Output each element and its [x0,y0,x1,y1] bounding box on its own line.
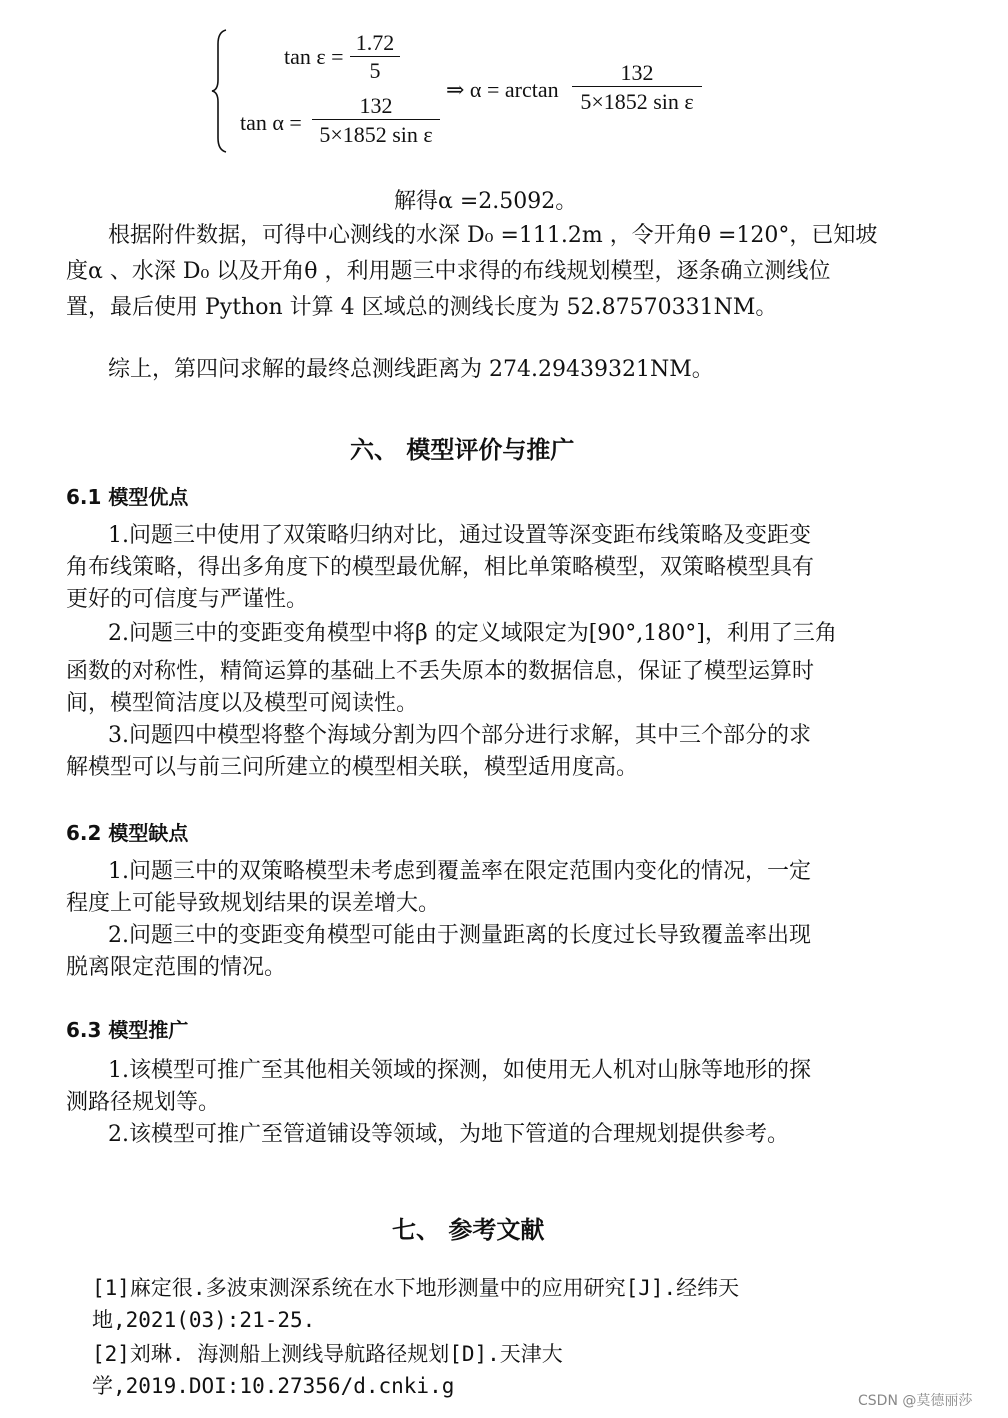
eq1-lhs: tan ε = [284,44,344,69]
rhs-fraction [572,60,702,117]
s1-item3-line2: 解模型可以与前三问所建立的模型相关联，模型适用度高。 [66,755,639,780]
solution-line: 解得α =2.5092。 [394,189,578,214]
depth-line-2: 度α 、水深 D₀ 以及开角θ ，利用题三中求得的布线规划模型，逐条确立测线位 [66,259,831,284]
implies-arctan: ⇒ α = arctan [446,77,559,102]
reference-2-line2: 学,2019.DOI:10.27356/d.cnki.g [92,1374,455,1398]
s2-item1-line1: 1.问题三中的双策略模型未考虑到覆盖率在限定范围内变化的情况，一定 [108,859,811,884]
subsection-6-2-heading: 6.2 模型缺点 [66,821,189,845]
eq2-denominator: 5×1852 sin ε [312,119,440,150]
reference-2-line1: [2]刘琳. 海测船上测线导航路径规划[D].天津大 [92,1342,563,1366]
eq1-fraction [350,30,400,85]
eq2-fraction [312,93,440,150]
section-6-heading: 六、 模型评价与推广 [350,436,575,464]
s1-item2-line3: 间，模型简洁度以及模型可阅读性。 [66,691,419,716]
subsection-6-3-heading: 6.3 模型推广 [66,1018,189,1042]
eq2-lhs: tan α = [240,110,302,135]
s3-item1-line2: 测路径规划等。 [66,1090,221,1115]
eq1-denominator: 5 [350,56,400,85]
s1-item1-line2: 角布线策略，得出多角度下的模型最优解，相比单策略模型，双策略模型具有 [66,555,815,580]
s1-item2-line1: 2.问题三中的变距变角模型中将β 的定义域限定为[90°,180°]，利用了三角 [108,621,837,646]
s2-item2-line1: 2.问题三中的变距变角模型可能由于测量距离的长度过长导致覆盖率出现 [108,923,811,948]
reference-1-line2: 地,2021(03):21-25. [92,1308,316,1332]
s2-item2-line2: 脱离限定范围的情况。 [66,955,287,980]
depth-line-1: 根据附件数据，可得中心测线的水深 D₀ =111.2m ，令开角θ =120°，已知坡 [108,223,878,248]
reference-1-line1: [1]麻定很.多波束测深系统在水下地形测量中的应用研究[J].经纬天 [92,1276,740,1300]
s3-item2-line1: 2.该模型可推广至管道铺设等领域，为地下管道的合理规划提供参考。 [108,1122,789,1147]
summary-paragraph: 综上，第四问求解的最终总测线距离为 274.29439321NM。 [108,357,714,382]
rhs-numerator: 132 [620,60,654,85]
subsection-6-1-heading: 6.1 模型优点 [66,485,189,509]
s1-item3-line1: 3.问题四中模型将整个海域分割为四个部分进行求解，其中三个部分的求 [108,723,811,748]
rhs-denominator: 5×1852 sin ε [572,86,702,117]
left-brace-icon [210,28,230,154]
eq1-numerator: 1.72 [355,30,395,55]
depth-line-3: 置，最后使用 Python 计算 4 区域总的测线长度为 52.87570331NM。 [66,295,778,320]
s1-item1-line1: 1.问题三中使用了双策略归纳对比，通过设置等深变距布线策略及变距变 [108,523,811,548]
section-7-heading: 七、 参考文献 [392,1216,545,1244]
s2-item1-line2: 程度上可能导致规划结果的误差增大。 [66,891,441,916]
csdn-watermark: CSDN @莫德丽莎 [858,1393,973,1409]
eq2-numerator: 132 [359,93,393,118]
s1-item2-line2: 函数的对称性，精简运算的基础上不丢失原本的数据信息，保证了模型运算时 [66,659,815,684]
s3-item1-line1: 1.该模型可推广至其他相关领域的探测，如使用无人机对山脉等地形的探 [108,1058,811,1083]
s1-item1-line3: 更好的可信度与严谨性。 [66,587,309,612]
